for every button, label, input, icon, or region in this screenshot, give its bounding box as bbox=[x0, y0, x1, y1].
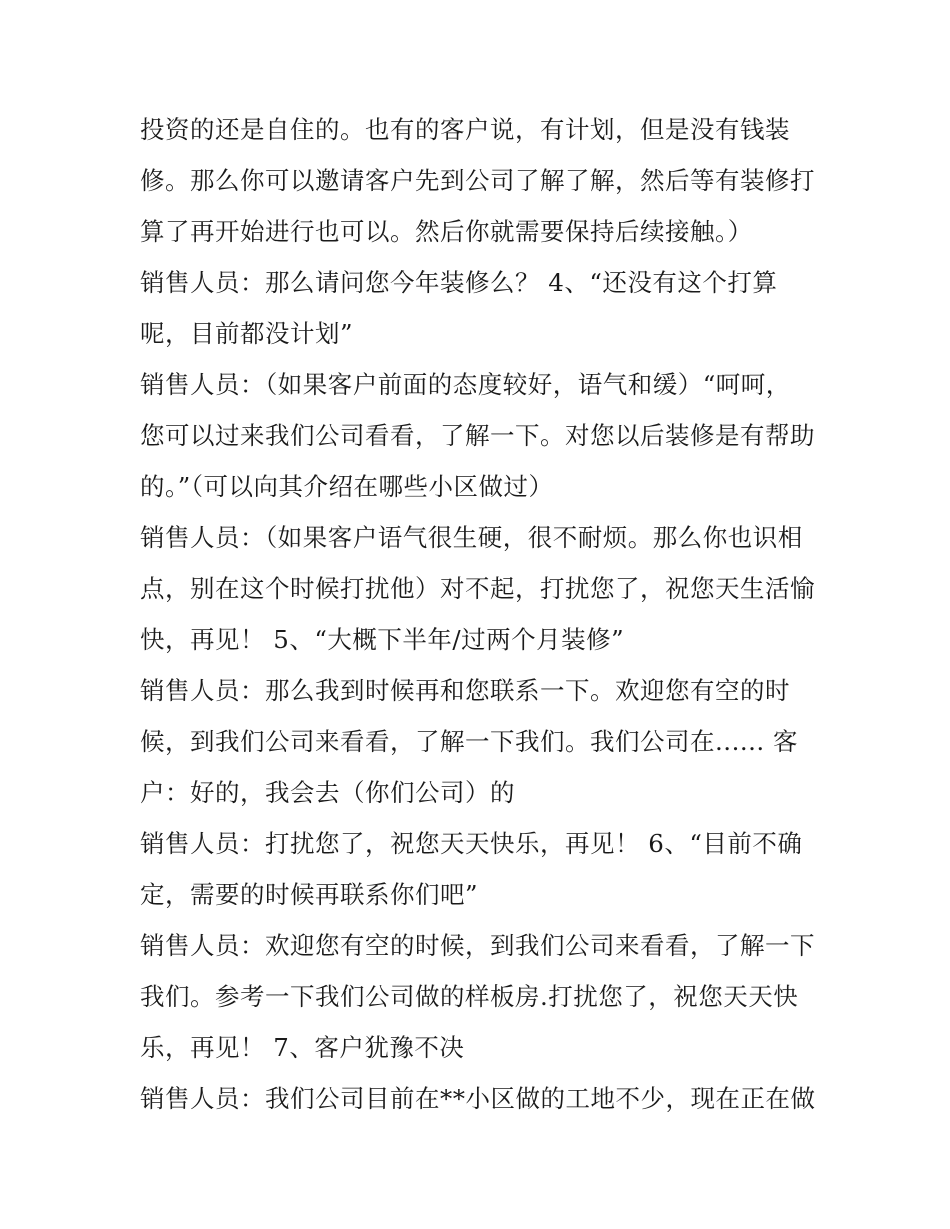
text-line: 修。那么你可以邀请客户先到公司了解了解，然后等有装修打 bbox=[140, 166, 815, 195]
text-line: 销售人员：（如果客户语气很生硬，很不耐烦。那么你也识相 bbox=[140, 523, 803, 552]
text-line: 销售人员：那么请问您今年装修么？ 4、“还没有这个打算 bbox=[140, 268, 778, 297]
text-line: 乐，再见！ 7、客户犹豫不决 bbox=[140, 1033, 465, 1062]
text-line: 定，需要的时候再联系你们吧” bbox=[140, 880, 479, 909]
text-line: 呢，目前都没计划” bbox=[140, 319, 354, 348]
text-line: 销售人员：打扰您了，祝您天天快乐，再见！ 6、“目前不确 bbox=[140, 829, 803, 858]
text-line: 销售人员：我们公司目前在**小区做的工地不少，现在正在做 bbox=[140, 1084, 816, 1113]
text-line: 销售人员：那么我到时候再和您联系一下。欢迎您有空的时 bbox=[140, 676, 790, 705]
text-line: 快，再见！ 5、“大概下半年/过两个月装修” bbox=[140, 625, 625, 654]
text-line: 销售人员：（如果客户前面的态度较好，语气和缓）“呵呵， bbox=[140, 370, 791, 399]
text-line: 您可以过来我们公司看看，了解一下。对您以后装修是有帮助 bbox=[140, 421, 815, 450]
text-line: 我们。参考一下我们公司做的样板房.打扰您了，祝您天天快 bbox=[140, 982, 799, 1011]
text-line: 算了再开始进行也可以。然后你就需要保持后续接触。） bbox=[140, 217, 753, 246]
document-body bbox=[140, 104, 820, 1124]
text-line: 点，别在这个时候打扰他）对不起，打扰您了，祝您天生活愉 bbox=[140, 574, 815, 603]
text-line: 的。”（可以向其介绍在哪些小区做过） bbox=[140, 472, 554, 501]
text-line: 销售人员：欢迎您有空的时候，到我们公司来看看，了解一下 bbox=[140, 931, 815, 960]
text-line: 投资的还是自住的。也有的客户说，有计划，但是没有钱装 bbox=[140, 115, 790, 144]
text-line: 候，到我们公司来看看，了解一下我们。我们公司在...... 客 bbox=[140, 727, 799, 756]
text-line: 户：好的，我会去（你们公司）的 bbox=[140, 778, 515, 807]
